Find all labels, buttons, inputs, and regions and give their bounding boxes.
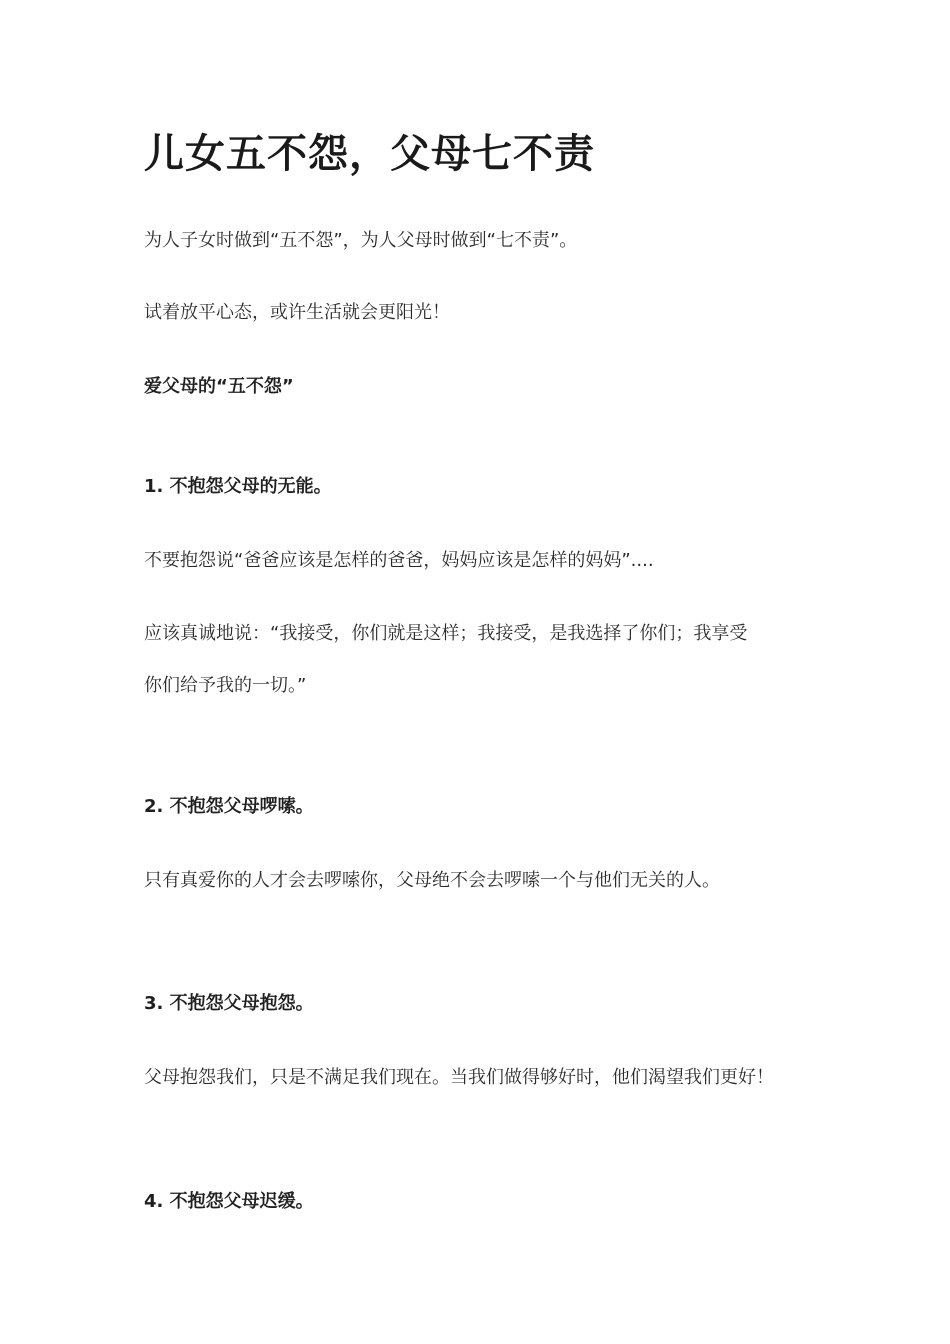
item-heading-1: 1. 不抱怨父母的无能。: [144, 476, 332, 497]
page-title: 儿女五不怨，父母七不责: [144, 131, 595, 177]
intro-paragraph-2: 试着放平心态，或许生活就会更阳光！: [144, 302, 450, 323]
item-1-paragraph-2-line-2: 你们给予我的一切。”: [144, 675, 307, 696]
intro-paragraph-1: 为人子女时做到“五不怨”，为人父母时做到“七不责”。: [144, 230, 578, 251]
item-3-paragraph-1: 父母抱怨我们，只是不满足我们现在。当我们做得够好时，他们渴望我们更好！: [144, 1067, 774, 1088]
item-heading-2: 2. 不抱怨父母啰嗦。: [144, 796, 314, 817]
item-1-paragraph-2-line-1: 应该真诚地说：“我接受，你们就是这样；我接受，是我选择了你们；我享受: [144, 623, 748, 644]
item-heading-4: 4. 不抱怨父母迟缓。: [144, 1191, 314, 1212]
item-1-paragraph-1: 不要抱怨说“爸爸应该是怎样的爸爸，妈妈应该是怎样的妈妈”....: [144, 550, 654, 571]
section-heading: 爱父母的“五不怨”: [144, 376, 294, 397]
item-2-paragraph-1: 只有真爱你的人才会去啰嗦你，父母绝不会去啰嗦一个与他们无关的人。: [144, 870, 720, 891]
item-heading-3: 3. 不抱怨父母抱怨。: [144, 993, 314, 1014]
